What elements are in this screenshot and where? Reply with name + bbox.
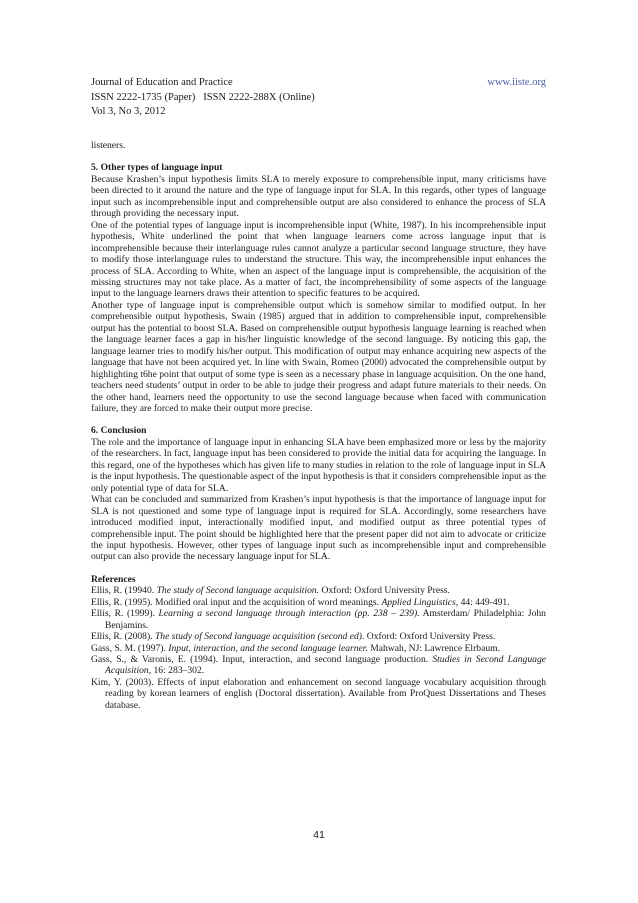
section-heading-other-types: 5. Other types of language input: [91, 162, 223, 174]
reference-title: Learning a second language through interaction (pp. 238 – 239).: [158, 608, 420, 620]
reference-title: Applied Linguistics: [381, 596, 456, 608]
reference-text: , 16: 283–302.: [148, 665, 205, 677]
journal-name: Journal of Education and Practice: [91, 77, 233, 88]
journal-url-link[interactable]: www.iiste.org: [487, 77, 546, 88]
reference-text: Ellis, R. (1995). Modified oral input and the acquisition of word meanings.: [91, 596, 382, 608]
reference-text: Oxford: Oxford University Press.: [364, 631, 496, 643]
paragraph: Another type of language input is comprehensible output which is somehow similar to modified output. In her comprehensible output hypothesis, Swain (1985) argued that in addition to comprehensible input, comprehensible output has the potential to boost SLA. Based on comprehensible output hypothesis language learning is reached when the language learner faces a gap in his/her linguistic knowledge of the second language. By noticing this gap, the language learner tries to modify his/her output. This modification of output may enhance acquiring new aspects of the language that have not been acquired yet. In line with Swain, Romeo (2000) advocated the comprehensible output by highlighting t6he point that output of some type is seen as a necessary phase in language acquisition. On the one hand, teachers need students’ output in order to be able to judge their progress and adapt future materials to their needs. On the other hand, learners need the opportunity to use the second language because when faced with communication failure, they are forced to make their output more precise.: [91, 299, 546, 414]
reference-text: , 44: 449-491.: [455, 596, 510, 608]
reference-item: [91, 677, 546, 711]
references-section: [91, 574, 546, 711]
reference-text: Mahwah, NJ: Lawrence Elrbaum.: [367, 642, 501, 654]
reference-title: The study of Second language acquisition.: [156, 585, 320, 597]
paragraph: The role and the importance of language input in enhancing SLA have been emphasized more or less by the majority of the researchers. In fact, language input has been considered to provide the initial data for acquiring the language. In this regard, one of the hypotheses which has given life to many studies in relation to the role of language input in SLA is the input hypothesis. The questionable aspect of the input hypothesis is that it considers comprehensible input as the only potential type of data for SLA.: [91, 436, 546, 494]
reference-text: Ellis, R. (2008).: [91, 631, 155, 643]
paragraph: Because Krashen’s input hypothesis limits SLA to merely exposure to comprehensible input, many criticisms have been directed to it around the nature and the type of language input for SLA. In this regards, other types of language input such as incomprehensible input and comprehensible output are also considered to enhance the process of SLA through providing the necessary input.: [91, 173, 546, 220]
reference-text: Amsterdam/ Philadelphia: John Benjamins.: [105, 608, 546, 631]
issn-line: ISSN 2222-1735 (Paper) ISSN 2222-288X (Online): [91, 91, 315, 103]
reference-item: [91, 654, 546, 677]
reference-text: Oxford: Oxford University Press.: [319, 585, 450, 597]
reference-text: Ellis, R. (1999).: [91, 608, 159, 620]
reference-item: [91, 597, 546, 608]
lead-text: listeners.: [91, 140, 126, 151]
reference-text: Ellis, R. (19940.: [91, 585, 157, 597]
reference-text: Gass, S. M. (1997).: [91, 642, 169, 654]
journal-header: [91, 76, 546, 120]
reference-title: Input, interaction, and the second language learner.: [168, 642, 368, 654]
section-heading-conclusion: 6. Conclusion: [91, 425, 147, 437]
article-body: [91, 140, 546, 711]
reference-item: [91, 643, 546, 654]
page-number: 41: [313, 829, 325, 841]
paragraph: One of the potential types of language input is incomprehensible input (White, 1987). In his incomprehensible input hypothesis, White underlined the point that when language learners come across language input that is incomprehensible because their interlanguage rules cannot analyze a particular second language structure, they have to modify those interlanguage rules to understand the structure. This way, the incomprehensible input enhances the process of SLA. According to White, when an aspect of the language input is comprehensible, the acquisition of the missing structures may not take place. As a matter of fact, the incomprehensibility of some aspects of the language input to the language learners draws their attention to specific features to be acquired.: [91, 219, 546, 300]
reference-text: Gass, S., & Varonis, E. (1994). Input, interaction, and second language production.: [91, 654, 433, 666]
reference-item: [91, 608, 546, 631]
references-heading: References: [91, 573, 136, 585]
reference-text: Kim, Y. (2003). Effects of input elaboration and enhancement on second language vocabulary acquisition through reading by korean learners of english (Doctoral dissertation). Available from ProQuest Dissertations and Theses database.: [91, 676, 546, 711]
paragraph: What can be concluded and summarized from Krashen’s input hypothesis is that the importance of language input for SLA is not questioned and some type of language input is required for SLA. Accordingly, some researchers have introduced modified input, interactionally modified input, and modified output as three potential types of comprehensible input. The point should be highlighted here that the present paper did not aim to advocate or criticize the input hypothesis. However, other types of language input such as incomprehensible input and comprehensible output can also provide the necessary language input for SLA.: [91, 494, 546, 563]
volume-line: Vol 3, No 3, 2012: [91, 106, 166, 117]
reference-title: The study of Second language acquisition (second ed).: [154, 631, 365, 643]
reference-item: [91, 585, 546, 596]
reference-title: Studies in Second Language Acquisition: [105, 654, 546, 677]
reference-item: [91, 631, 546, 642]
